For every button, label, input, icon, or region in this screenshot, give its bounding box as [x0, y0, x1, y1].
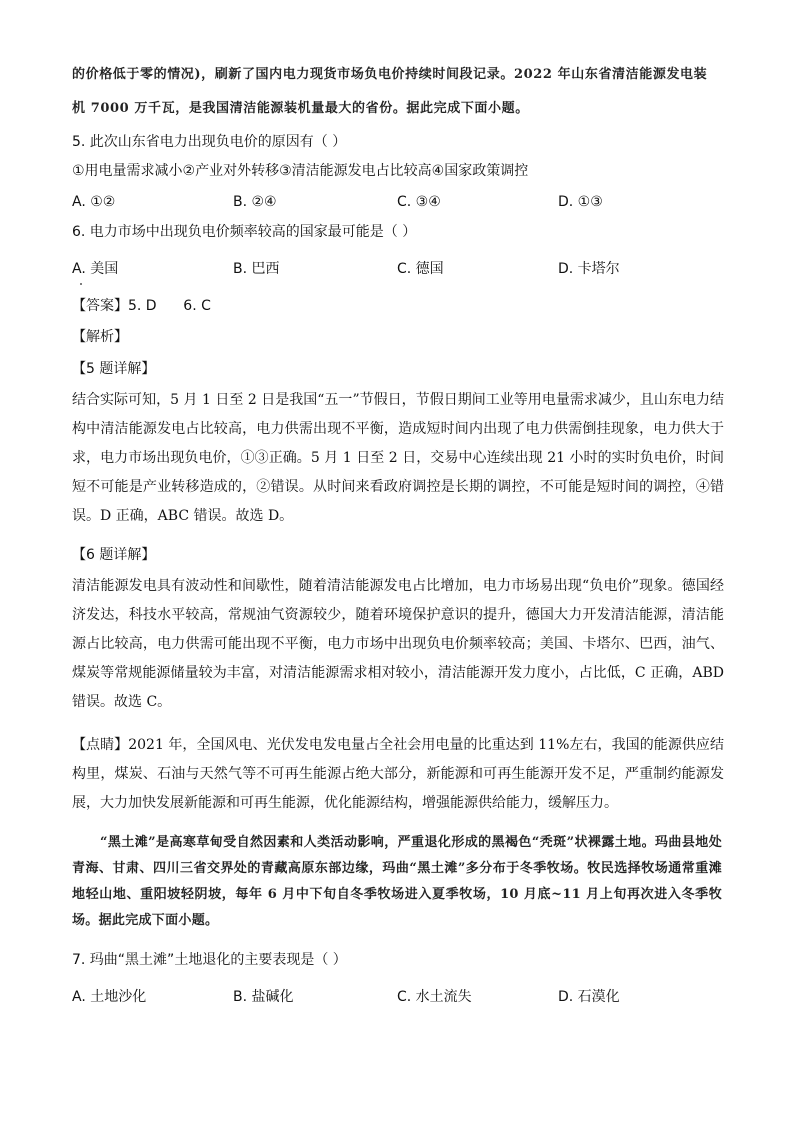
- material-paragraph: “黑土滩”是高寒草甸受自然因素和人类活动影响，严重退化形成的黑褐色“秃斑”状裸露土地。玛曲县地处青海、甘肃、四川三省交界处的青藏高原东部边缘，玛曲“黑土滩”多分布于冬季牧场。牧民选择牧场通常重滩地轻山地、重阳坡轻阴坡，每年 6 月中下旬自冬季牧场进入夏季牧场，10 月底~11 月上旬再次进入冬季牧场。据此完成下面小题。: [72, 835, 722, 928]
- q5-statements: ①用电量需求减小②产业对外转移③清洁能源发电占比较高④国家政策调控: [72, 163, 529, 179]
- detail6-label: 【6 题详解】: [72, 547, 156, 563]
- q7-option-a: A. 土地沙化: [72, 989, 147, 1005]
- q7-stem: 7. 玛曲“黑土滩”土地退化的主要表现是（ ）: [72, 952, 347, 968]
- detail5-label: 【5 题详解】: [72, 361, 156, 377]
- detail5-text: 结合实际可知，5 月 1 日至 2 日是我国“五一”节假日，节假日期间工业等用电量需求减少，且山东电力结构中清洁能源发电占比较高，电力供需出现不平衡，造成短时间内出现了电力供需倒挂现象，电力供大于求，电力市场出现负电价，①③正确。5 月 1 日至 2 日，交易中心连续出现 21 小时的实时负电价，时间短不可能是产业转移造成的，②错误。从时间来看政府调控是长期的调控，不可能是短时间的调控，④错误。D 正确，ABC 错误。故选 D。: [72, 392, 724, 524]
- tip-paragraph: [72, 731, 724, 818]
- q5-stem: 5. 此次山东省电力出现负电价的原因有（ ）: [72, 134, 347, 150]
- q5-option-b: B. ②④: [233, 194, 277, 210]
- q5-option-a: A. ①②: [72, 194, 116, 210]
- q7-option-d: D. 石漠化: [558, 989, 620, 1005]
- q5-option-c: C. ③④: [397, 194, 441, 210]
- q7-option-b: B. 盐碱化: [233, 989, 294, 1005]
- q6-option-d: D. 卡塔尔: [558, 261, 620, 277]
- q6-option-c: C. 德国: [397, 261, 444, 277]
- answer-line: [72, 299, 211, 313]
- q7-option-c: C. 水土流失: [397, 989, 472, 1005]
- tip-label: 【点睛】: [72, 737, 129, 753]
- detail6-text: 清洁能源发电具有波动性和间歇性，随着清洁能源发电占比增加，电力市场易出现“负电价”现象。德国经济发达，科技水平较高，常规油气资源较少，随着环境保护意识的提升，德国大力开发清洁能源，清洁能源占比较高，电力供需可能出现不平衡，电力市场中出现负电价频率较高；美国、卡塔尔、巴西，油气、煤炭等常规能源储量较为丰富，对清洁能源需求相对较小，清洁能源开发力度小，占比低，C 正确，ABD 错误。故选 C。: [72, 578, 724, 710]
- intro-line-1: 的价格低于零的情况)，刷新了国内电力现货市场负电价持续时间段记录。2022 年山东省清洁能源发电装: [72, 67, 708, 82]
- stray-dot: [80, 283, 82, 285]
- q6-stem: 6. 电力市场中出现负电价频率较高的国家最可能是（ ）: [72, 224, 417, 240]
- intro-line-2: 机 7000 万千瓦，是我国清洁能源装机量最大的省份。据此完成下面小题。: [72, 101, 529, 116]
- answer-label: 【答案】: [72, 298, 128, 314]
- q5-option-d: D. ①③: [558, 194, 603, 210]
- answer-text: 5. D 6. C: [128, 298, 211, 314]
- q6-option-b: B. 巴西: [233, 261, 280, 277]
- analysis-label: 【解析】: [72, 329, 128, 345]
- q6-option-a: A. 美国: [72, 261, 119, 277]
- tip-text: 2021 年，全国风电、光伏发电发电量占全社会用电量的比重达到 11%左右，我国的能源供应结构里，煤炭、石油与天然气等不可再生能源占绝大部分，新能源和可再生能源开发不足，严重制约能源发展，大力加快发展新能源和可再生能源，优化能源结构，增强能源供给能力，缓解压力。: [72, 737, 724, 811]
